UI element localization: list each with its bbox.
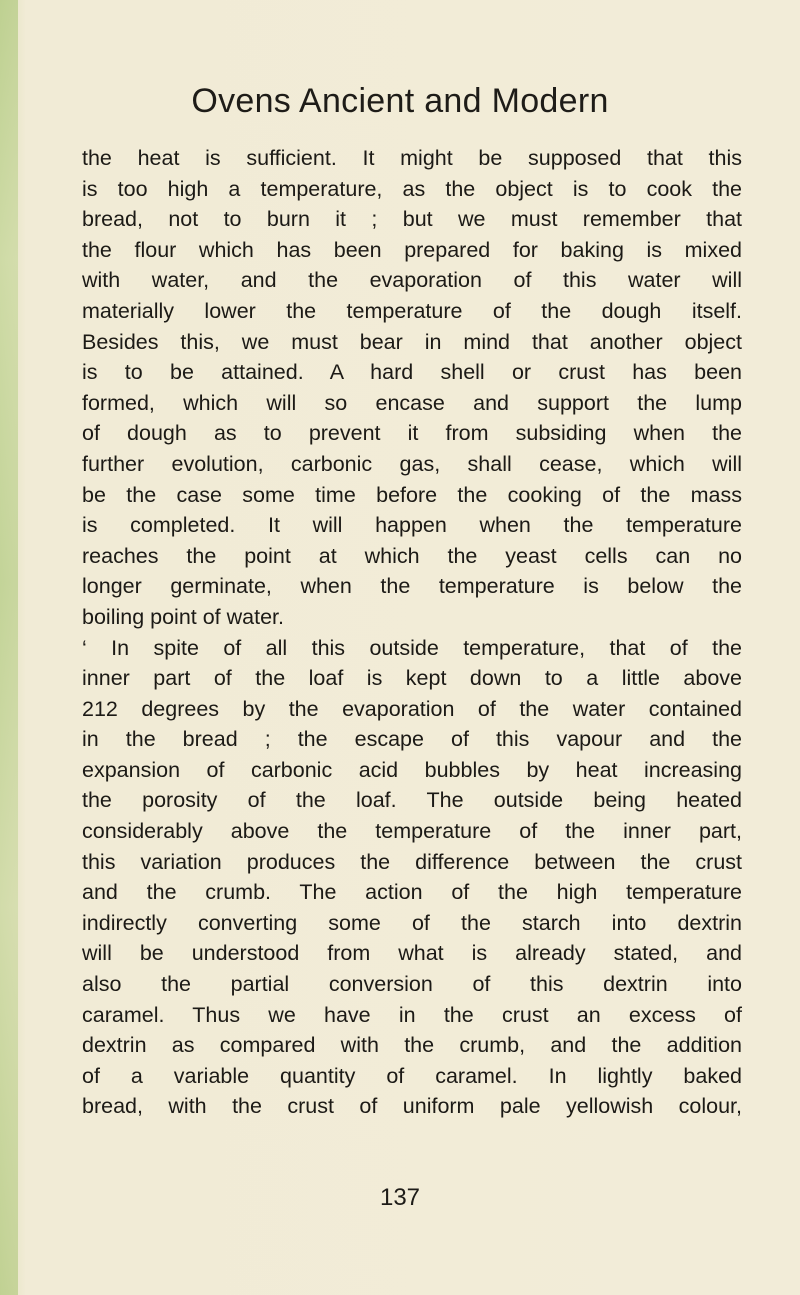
text-line: in the bread ; the escape of this vapour and the bbox=[82, 727, 742, 752]
text-line: indirectly converting some of the starch into dextrin bbox=[82, 910, 742, 935]
text-line: bread, with the crust of uniform pale yellowish colour, bbox=[82, 1094, 742, 1119]
text-line: of a variable quantity of caramel. In lightly baked bbox=[82, 1063, 742, 1088]
text-line: and the crumb. The action of the high temperature bbox=[82, 880, 742, 905]
text-line: bread, not to burn it ; but we must remember that bbox=[82, 207, 742, 232]
text-line: Besides this, we must bear in mind that another object bbox=[82, 329, 742, 354]
text-line: reaches the point at which the yeast cells can no bbox=[82, 543, 742, 568]
running-head: Ovens Ancient and Modern bbox=[191, 82, 609, 120]
text-line: dextrin as compared with the crumb, and the addition bbox=[82, 1033, 742, 1058]
text-line: is to be attained. A hard shell or crust has been bbox=[82, 360, 742, 385]
text-line: 212 degrees by the evaporation of the water contained bbox=[82, 696, 742, 721]
text-line: materially lower the temperature of the dough itself. bbox=[82, 298, 742, 323]
text-line: expansion of carbonic acid bubbles by heat increasing bbox=[82, 757, 742, 782]
text-line: further evolution, carbonic gas, shall cease, which will bbox=[82, 451, 742, 476]
body-text bbox=[82, 143, 742, 1122]
text-line: longer germinate, when the temperature is below the bbox=[82, 574, 742, 599]
text-line: be the case some time before the cooking of the mass bbox=[82, 482, 742, 507]
text-line: considerably above the temperature of the inner part, bbox=[82, 819, 742, 844]
text-line: ‘ In spite of all this outside temperature, that of the bbox=[82, 635, 742, 660]
text-line: this variation produces the difference between the crust bbox=[82, 849, 742, 874]
text-line: the porosity of the loaf. The outside being heated bbox=[82, 788, 742, 813]
text-line: will be understood from what is already stated, and bbox=[82, 941, 742, 966]
text-line: caramel. Thus we have in the crust an excess of bbox=[82, 1002, 742, 1027]
text-line: the flour which has been prepared for baking is mixed bbox=[82, 237, 742, 262]
text-line: is too high a temperature, as the object is to cook the bbox=[82, 176, 742, 201]
text-line: with water, and the evaporation of this water will bbox=[82, 268, 742, 293]
text-line: of dough as to prevent it from subsiding when the bbox=[82, 421, 742, 446]
text-line: inner part of the loaf is kept down to a little above bbox=[82, 666, 742, 691]
text-line: boiling point of water. bbox=[82, 604, 284, 629]
text-line: formed, which will so encase and support the lump bbox=[82, 390, 742, 415]
text-line: also the partial conversion of this dextrin into bbox=[82, 972, 742, 997]
text-line: is completed. It will happen when the temperature bbox=[82, 513, 742, 538]
text-line: the heat is sufficient. It might be supposed that this bbox=[82, 146, 742, 170]
page-number: 137 bbox=[379, 1184, 421, 1211]
